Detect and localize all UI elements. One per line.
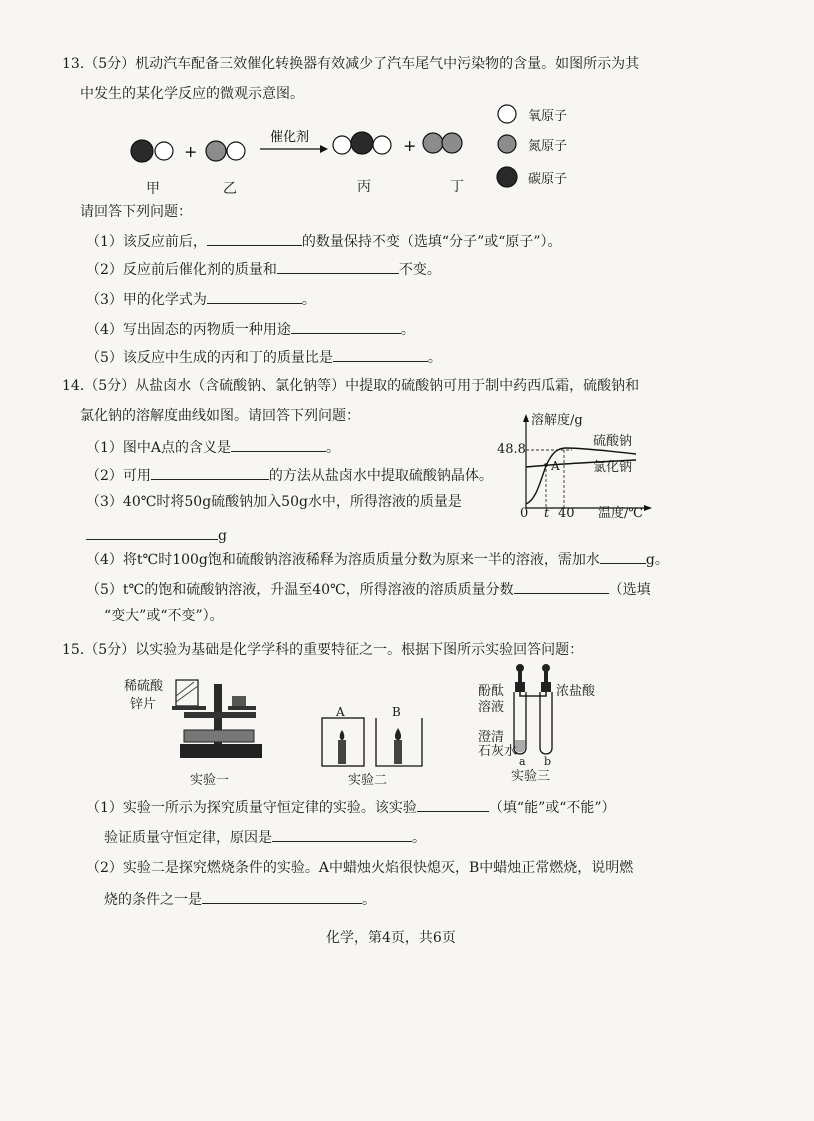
q14-sub4: （4）将t℃时100g饱和硫酸钠溶液稀释为溶质质量分数为原来一半的溶液，需加水 g。 [86, 548, 669, 570]
exp1-label-zinc: 锌片 [130, 697, 157, 712]
exp3-label-a: a [519, 755, 526, 768]
exp3-label-hcl: 浓盐酸 [556, 684, 596, 699]
answer-blank[interactable] [277, 258, 399, 274]
q15-sub2-line1: （2）实验二是探究燃烧条件的实验。A中蜡烛火焰很快熄灭，B中蜡烛正常燃烧，说明燃 [86, 860, 634, 876]
q13-sub2: （2）反应前后催化剂的质量和 不变。 [86, 258, 441, 280]
q15-stem: 15.（5分）以实验为基础是化学学科的重要特征之一。根据下图所示实验回答问题： [62, 642, 584, 658]
q15-sub2-line2: 烧的条件之一是 。 [104, 888, 376, 910]
q13-stem-line2: 中发生的某化学反应的微观示意图。 [80, 86, 304, 102]
q13-sub4: （4）写出固态的丙物质一种用途 。 [86, 318, 415, 340]
q14-sub5-line2: “变大”或“不变”）。 [104, 608, 224, 624]
answer-blank[interactable] [207, 288, 302, 304]
answer-blank[interactable] [514, 578, 609, 594]
x-tick-0: 0 [520, 506, 529, 521]
exp3-label-b: b [544, 755, 552, 768]
legend-sodium-chloride: 氯化钠 [593, 460, 633, 475]
nitrogen-atom [206, 141, 226, 161]
oxygen-atom [155, 142, 173, 160]
answer-blank[interactable] [207, 230, 302, 246]
chart-point-label: A [551, 459, 560, 473]
q13-sub5: （5）该反应中生成的丙和丁的质量比是 。 [86, 346, 442, 368]
answer-blank[interactable] [417, 796, 489, 812]
nitrogen-legend-swatch [498, 135, 516, 153]
molecule-label-ding: 丁 [450, 179, 464, 195]
q13-intro: 请回答下列问题： [80, 204, 192, 220]
answer-blank[interactable] [86, 524, 218, 540]
q14-stem-line2: 氯化钠的溶解度曲线如图。请回答下列问题： [80, 408, 360, 424]
q14-sub2: （2）可用 的方法从盐卤水中提取硫酸钠晶体。 [86, 464, 493, 486]
q15-sub1: （1）实验一所示为探究质量守恒定律的实验。该实验 （填“能”或“不能”） [86, 796, 616, 818]
molecule-label-bing: 丙 [357, 179, 371, 195]
answer-blank[interactable] [291, 318, 401, 334]
x-tick-t: t [544, 506, 550, 521]
nitrogen-atom [442, 133, 462, 153]
legend-sodium-sulfate: 硫酸钠 [593, 434, 633, 449]
legend-nitrogen-label: 氮原子 [528, 139, 568, 154]
oxygen-atom [333, 136, 351, 154]
carbon-legend-swatch [497, 167, 517, 187]
catalyst-label: 催化剂 [270, 130, 310, 145]
q14-stem-line1: 14.（5分）从盐卤水（含硫酸钠、氯化钠等）中提取的硫酸钠可用于制中药西瓜霜，硫酸钠和 [62, 378, 640, 394]
molecule-label-yi: 乙 [223, 181, 237, 197]
exp1-label-acid: 稀硫酸 [124, 679, 164, 694]
q13-sub3: （3）甲的化学式为 。 [86, 288, 316, 310]
q14-sub5: （5）t℃的饱和硫酸钠溶液，升温至40℃，所得溶液的溶质质量分数 （选填 [86, 578, 651, 600]
carbon-atom [351, 132, 373, 154]
q13-stem-line1: 13.（5分）机动汽车配备三效催化转换器有效减少了汽车尾气中污染物的含量。如图所示为其 [62, 56, 640, 72]
q14-sub3: （3）40℃时将50g硫酸钠加入50g水中，所得溶液的质量是 [86, 494, 462, 510]
legend-carbon-label: 碳原子 [528, 172, 568, 187]
answer-blank[interactable] [202, 888, 362, 904]
answer-blank[interactable] [333, 346, 428, 362]
exp3-label-phenol-2: 溶液 [478, 700, 505, 715]
experiment1-balance [170, 672, 270, 772]
x-tick-40: 40 [558, 506, 575, 521]
point-a [544, 463, 548, 467]
oxygen-atom [373, 136, 391, 154]
experiment2-candles [318, 716, 428, 768]
oxygen-atom [227, 142, 245, 160]
q14-sub3-answer: g [86, 524, 227, 546]
chart-ylabel: 溶解度/g [531, 413, 583, 428]
exp3-label-phenol-1: 酚酞 [478, 684, 505, 699]
exp3-label-limewater-2: 石灰水 [478, 744, 518, 759]
chart-y-tick: 48.8 [497, 442, 526, 457]
exp1-caption: 实验一 [190, 773, 230, 788]
oxygen-legend-swatch [498, 105, 516, 123]
nitrogen-atom [423, 133, 443, 153]
legend-oxygen-label: 氧原子 [528, 109, 568, 124]
answer-blank[interactable] [151, 464, 269, 480]
q14-sub1: （1）图中A点的含义是 。 [86, 436, 340, 458]
exp3-caption: 实验三 [511, 769, 551, 784]
answer-blank[interactable] [272, 826, 412, 842]
chart-xlabel: 温度/℃ [598, 506, 643, 521]
answer-blank[interactable] [600, 548, 646, 564]
carbon-atom [131, 140, 153, 162]
exp2-label-b: B [392, 705, 401, 719]
page-footer: 化学，第4页，共6页 [326, 930, 456, 946]
q15-sub1-line2: 验证质量守恒定律，原因是 。 [104, 826, 426, 848]
q13-sub1: （1）该反应前后， 的数量保持不变（选填“分子”或“原子”）。 [86, 230, 562, 252]
reaction-diagram [120, 105, 470, 180]
exp3-label-limewater-1: 澄清 [478, 730, 505, 745]
molecule-label-jia: 甲 [146, 181, 160, 197]
exp2-caption: 实验二 [348, 773, 388, 788]
exp2-label-a: A [336, 705, 345, 719]
plus-sign: + [403, 136, 417, 155]
answer-blank[interactable] [231, 436, 326, 452]
plus-sign: + [184, 142, 198, 161]
atom-legend [493, 102, 523, 192]
